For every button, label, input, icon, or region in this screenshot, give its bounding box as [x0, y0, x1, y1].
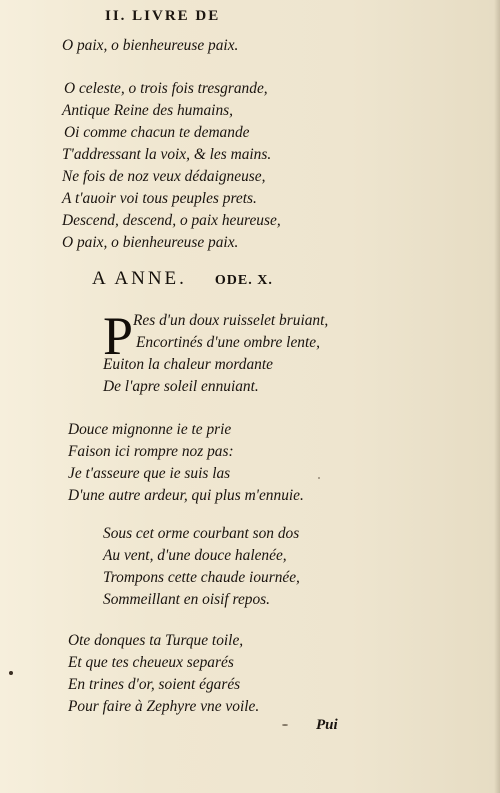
page-edge-shadow [494, 0, 500, 793]
verse-line: O paix, o bienheureuse paix. [62, 37, 239, 54]
verse-line: O celeste, o trois fois tresgrande, [64, 80, 268, 97]
verse-line: Et que tes cheueux separés [68, 654, 234, 671]
catchword: Pui [316, 717, 338, 733]
verse-line: De l'apre soleil ennuiant. [103, 378, 259, 395]
verse-line: Encortinés d'une ombre lente, [136, 334, 320, 351]
verse-line: T'addressant la voix, & les mains. [62, 146, 272, 163]
running-head: II. LIVRE DE [105, 8, 221, 24]
verse-line: Ne fois de noz veux dédaigneuse, [62, 168, 266, 185]
verse-line: Trompons cette chaude iournée, [103, 569, 300, 586]
verse-line: Au vent, d'une douce halenée, [103, 547, 287, 564]
verse-line: En trines d'or, soient égarés [68, 676, 241, 693]
verse-line: Oi comme chacun te demande [64, 124, 250, 141]
verse-line: Douce mignonne ie te prie [68, 421, 232, 438]
verse-line: Sous cet orme courbant son dos [103, 525, 300, 542]
verse-line: O paix, o bienheureuse paix. [62, 234, 239, 251]
ode-heading [92, 268, 273, 290]
verse-line: A t'auoir voi tous peuples prets. [62, 190, 257, 207]
ink-speck [318, 477, 320, 479]
ink-speck [282, 724, 288, 726]
verse-line: Faison ici rompre noz pas: [68, 443, 234, 460]
verse-line: Pour faire à Zephyre vne voile. [68, 698, 260, 715]
verse-line: D'une autre ardeur, qui plus m'ennuie. [68, 487, 304, 504]
drop-cap: P [103, 306, 134, 366]
ode-title: A ANNE. [92, 268, 187, 289]
verse-line: Euiton la chaleur mordante [103, 356, 273, 373]
ode-number: ODE. X. [214, 273, 273, 288]
verse-line: Sommeillant en oisif repos. [103, 591, 271, 608]
verse-line: Ote donques ta Turque toile, [68, 632, 244, 649]
verse-line: Antique Reine des humains, [62, 102, 233, 119]
verse-line: Je t'asseure que ie suis las [68, 465, 231, 482]
verse-line: Descend, descend, o paix heureuse, [62, 212, 281, 229]
ink-speck [9, 671, 13, 675]
verse-line: Res d'un doux ruisselet bruiant, [133, 312, 329, 329]
